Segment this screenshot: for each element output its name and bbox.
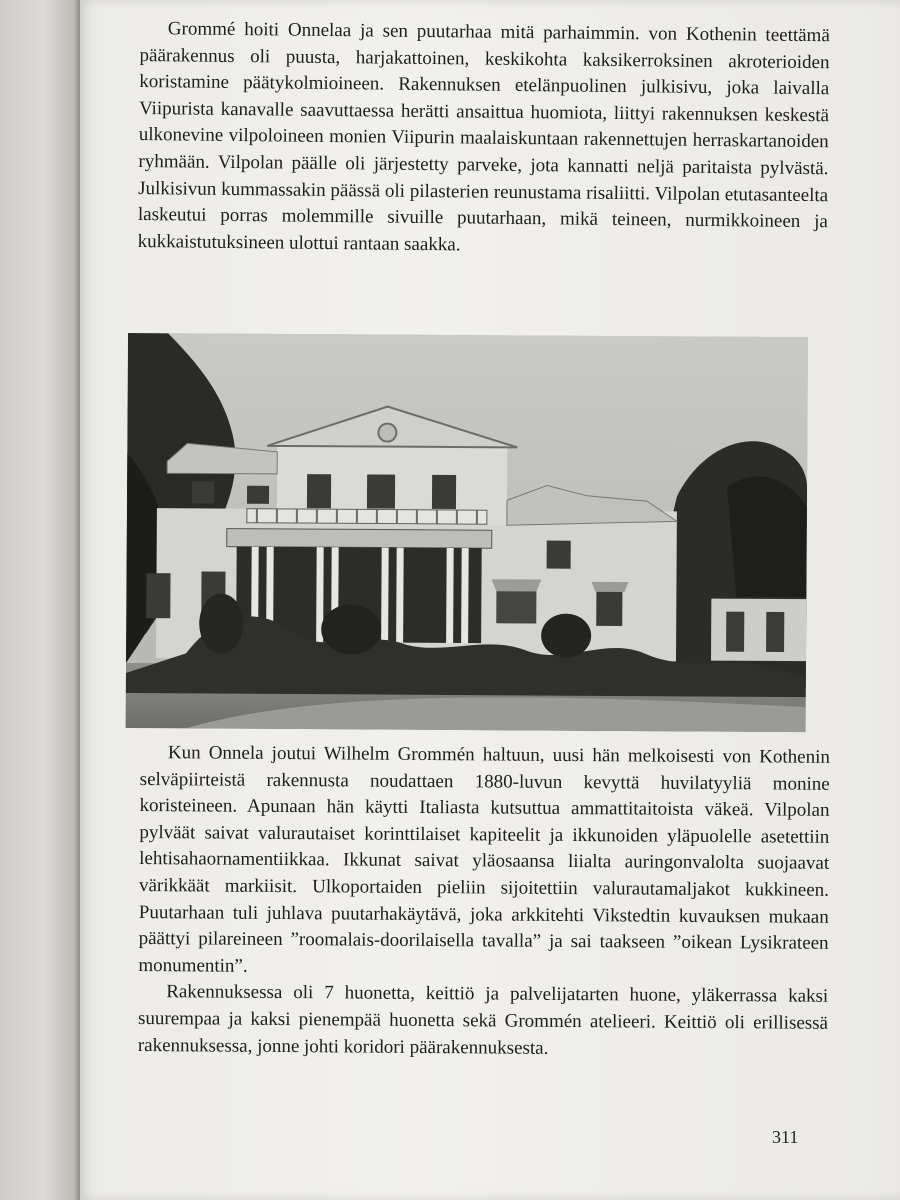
top-text-block bbox=[137, 16, 829, 263]
paragraph-2: Kun Onnela joutui Wilhelm Grommén haltuun, uusi hän melkoisesti von Kothenin selväpiirteistä rakennusta noudattaen 1880-luvun kevyttä huvilatyyliä monine koristeineen. Apunaan hän käytti Italiasta kutsuttua ammattitaitoista väkeä. Vilpolan pylväät saivat valurautaiset korinttilaiset kapiteelit ja ikkunoiden yläpuolelle asetettiin lehtisahaornamentiikkaa. Ikkunat saivat yläosaansa liialta auringonvalolta suojaavat värikkäät markiisit. Ulkoportaiden pieliin sijoitettiin valurautamaljakot kukkineen. Puutarhaan tuli juhlava puutarhakäytävä, joka arkkitehti Vikstedtin kuvauksen mukaan päättyi pilareineen ”roomalais-doorilaisella tavalla” ja sai taakseen ”oikean Lysikrateen monumentin”. bbox=[138, 742, 830, 977]
paragraph-1: Grommé hoiti Onnelaa ja sen puutarhaa mitä parhaimmin. von Kothenin teettämä päärakennus oli puusta, harjakattoinen, keskikohta kaksikerroksinen akroterioiden koristamine päätykolmioineen. Rakennuksen etelänpuolinen julkisivu, joka laivalla Viipurista kanavalle saavuttaessa herätti ansaittua huomiota, liittyi rakennuksen keskestä ulkonevine vilpoloineen monien Viipurin maalaiskuntaan rakennettujen herraskartanoiden ryhmään. Vilpolan päälle oli järjestetty parveke, jota kannatti neljä paritaista pylvästä. Julkisivun kummassakin päässä oli pilasterien reunustama risaliitti. Vilpolan etutasanteelta laskeutui porras molemmille sivuille puutarhaan, mikä teineen, nurmikkoineen ja kukkaistutuksineen ulottui rantaan saakka. bbox=[137, 18, 830, 256]
villa-photograph bbox=[126, 333, 808, 732]
adjacent-page-edge bbox=[0, 0, 80, 1200]
book-page bbox=[80, 0, 900, 1200]
paragraph-3: Rakennuksessa oli 7 huonetta, keittiö ja palvelijatarten huone, yläkerrassa kaksi suurempaa ja kaksi pienempää huonetta sekä Grommén atelieeri. Keittiö oli erillisessä rakennuksessa, jonne johti koridori päärakennuksesta. bbox=[137, 981, 829, 1059]
bottom-text-block bbox=[138, 740, 830, 1064]
page-number: 311 bbox=[772, 1127, 799, 1147]
historic-villa-photo-icon bbox=[126, 333, 808, 732]
